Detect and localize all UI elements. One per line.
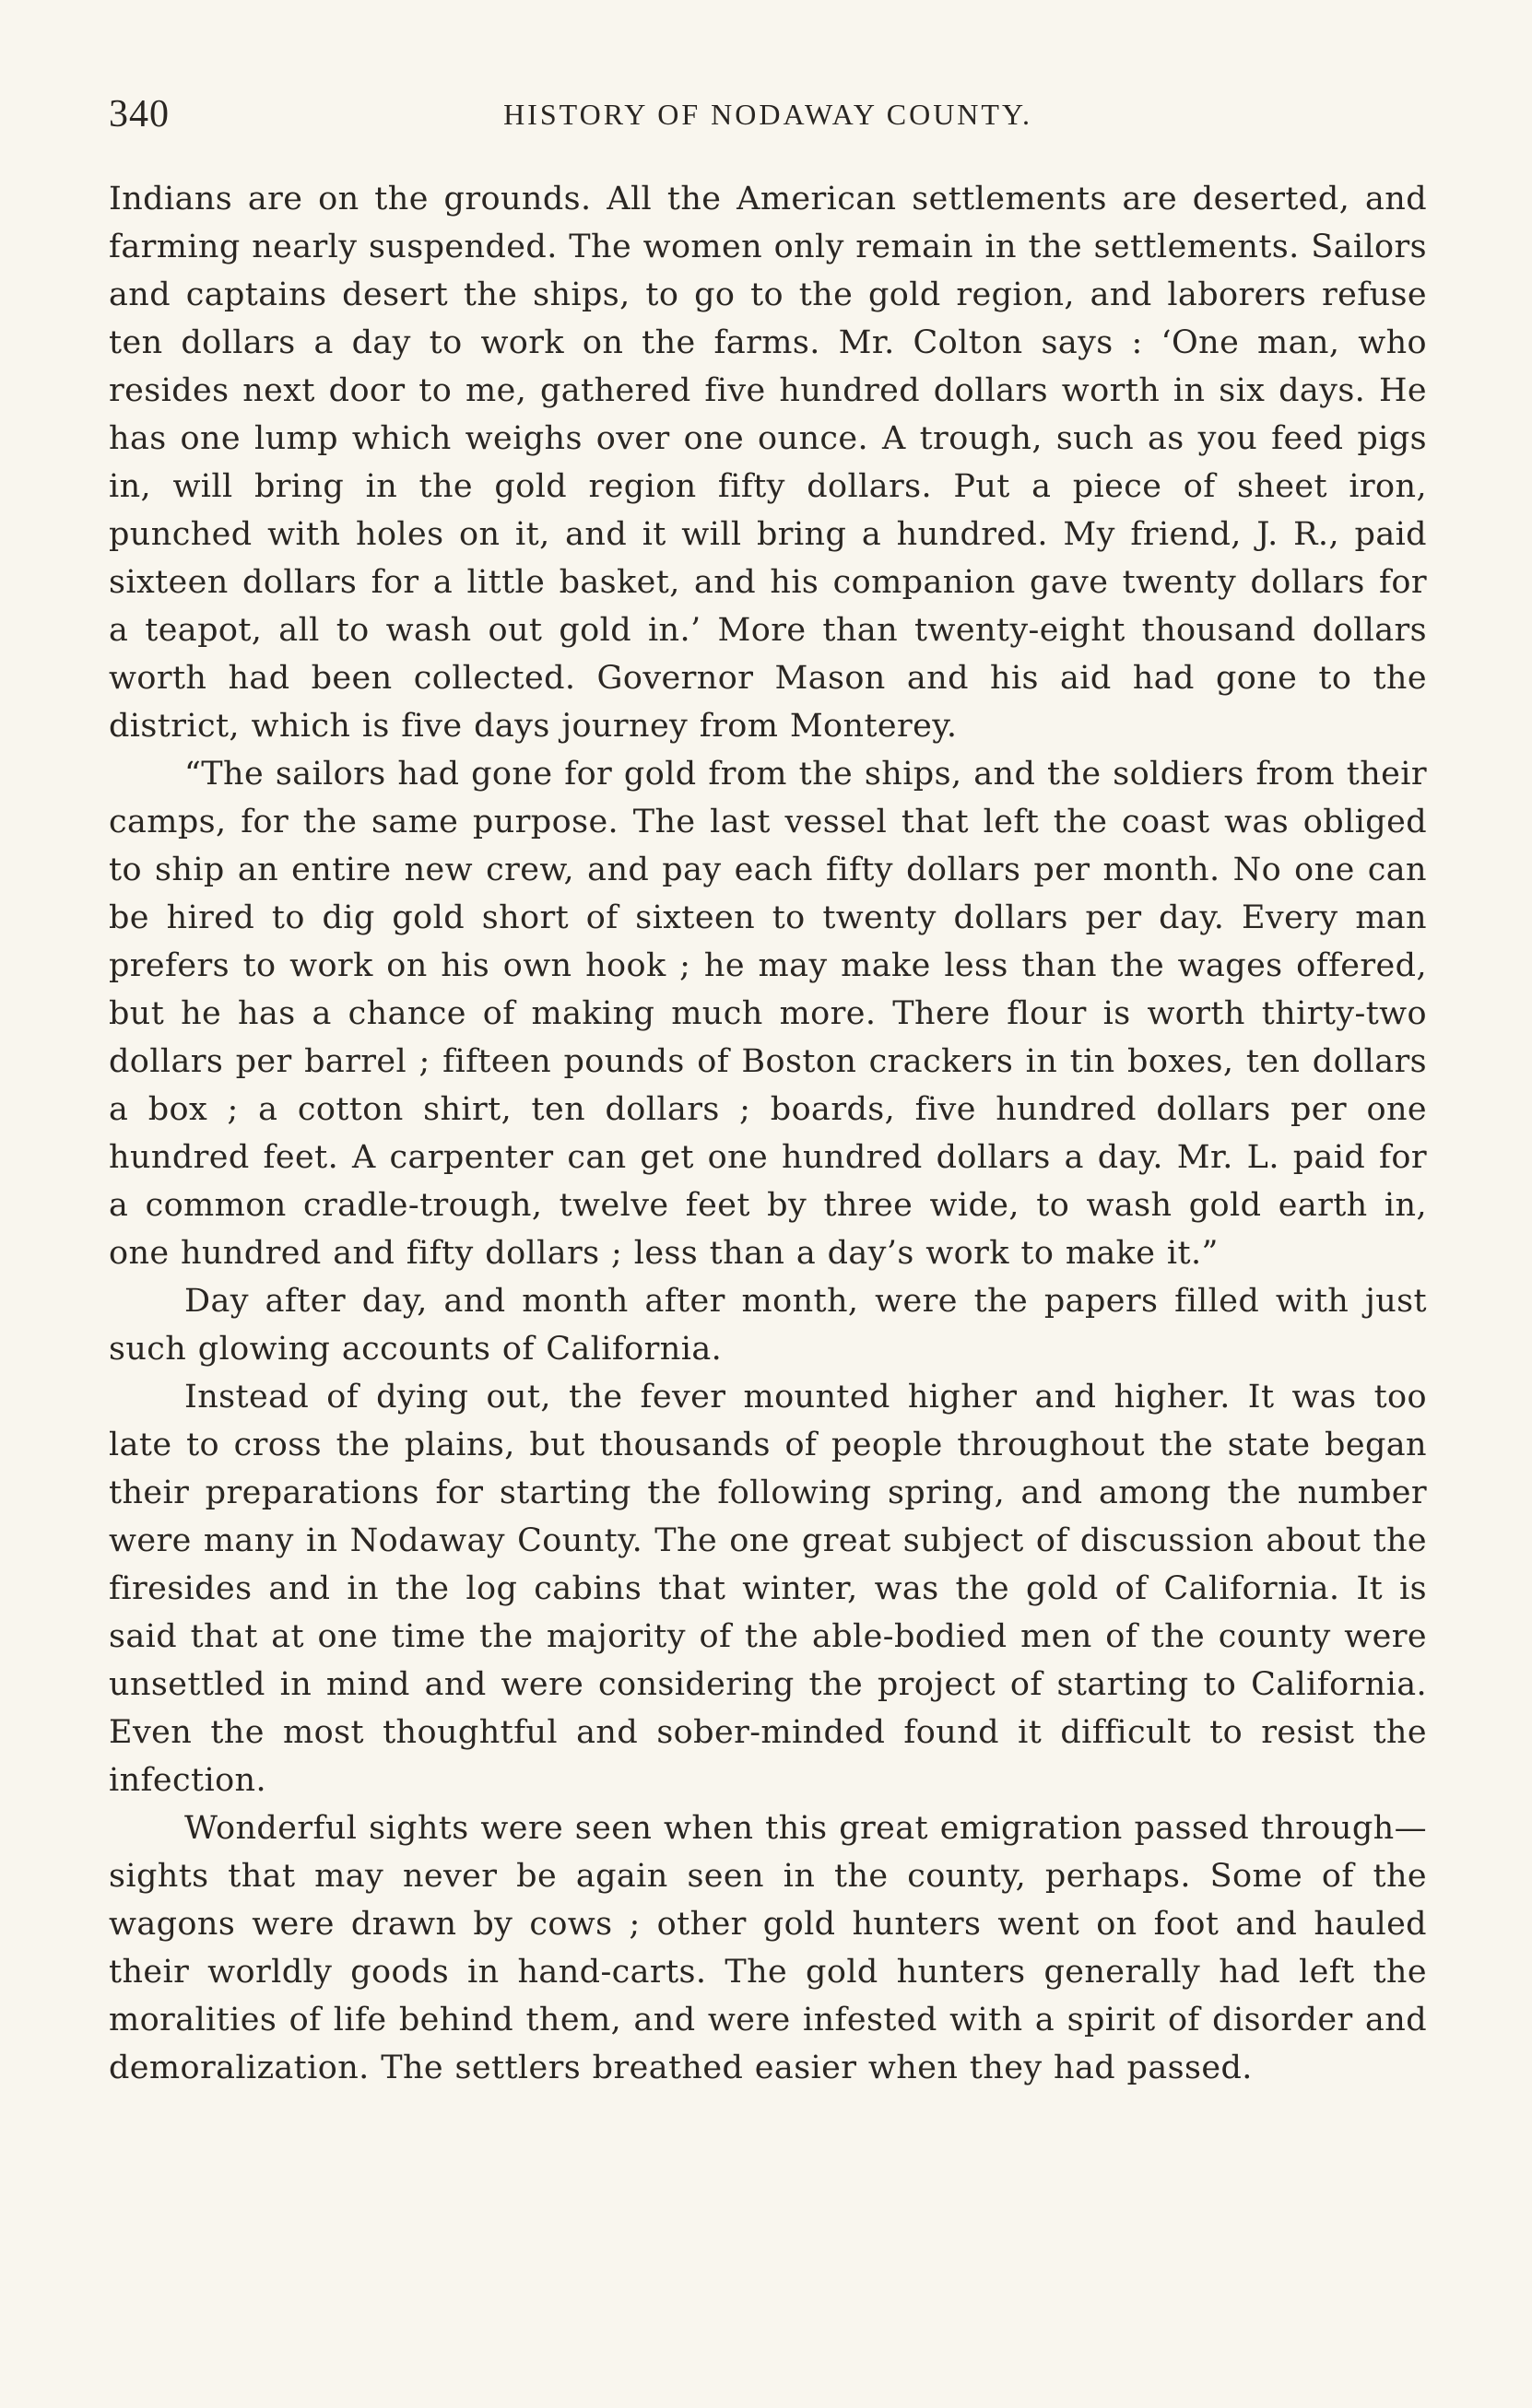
running-head	[109, 92, 1427, 138]
paragraph-continuation: Indians are on the grounds. All the American settlements are deserted, and farming nearly suspended. The women only remain in the settlements. Sailors and captains desert the ships, to go to the gold region, and laborers refuse ten dollars a day to work on the farms. Mr. Colton says : ‘One man, who resides next door to me, gathered five hundred dollars worth in six days. He has one lump which weighs over one ounce. A trough, such as you feed pigs in, will bring in the gold region fifty dollars. Put a piece of sheet iron, punched with holes on it, and it will bring a hundred. My friend, J. R., paid sixteen dollars for a little basket, and his companion gave twenty dollars for a teapot, all to wash out gold in.’ More than twenty-eight thousand dollars worth had been collected. Governor Mason and his aid had gone to the district, which is five days journey from Monterey.	[109, 181, 1427, 745]
page-number: 340	[109, 93, 170, 135]
paragraph-emigration: Wonderful sights were seen when this great emigration passed through—sights that may never be again seen in the county, perhaps. Some of the wagons were drawn by cows ; other gold hunters went on foot and hauled their worldly goods in hand-carts. The gold hunters generally had left the moralities of life behind them, and were infested with a spirit of disorder and demoralization. The settlers breathed easier when they had passed.	[109, 1810, 1427, 2086]
running-title: HISTORY OF NODAWAY COUNTY.	[503, 98, 1032, 131]
paragraph-papers: Day after day, and month after month, were the papers filled with just such glowing accounts of California.	[109, 1283, 1427, 1368]
paragraph-quotation: “The sailors had gone for gold from the ships, and the soldiers from their camps, for the same purpose. The last vessel that left the coast was obliged to ship an entire new crew, and pay each fifty dollars per month. No one can be hired to dig gold short of sixteen to twenty dollars per day. Every man prefers to work on his own hook ; he may make less than the wages offered, but he has a chance of making much more. There flour is worth thirty-two dollars per barrel ; fifteen pounds of Boston crackers in tin boxes, ten dollars a box ; a cotton shirt, ten dollars ; boards, five hundred dollars per one hundred feet. A carpenter can get one hundred dollars a day. Mr. L. paid for a common cradle-trough, twelve feet by three wide, to wash gold earth in, one hundred and fifty dollars ; less than a day’s work to make it.”	[109, 756, 1427, 1272]
paragraph-fever: Instead of dying out, the fever mounted higher and higher. It was too late to cross the plains, but thousands of people throughout the state began their preparations for starting the following spring, and among the number were many in Nodaway County. The one great subject of discussion about the firesides and in the log cabins that winter, was the gold of California. It is said that at one time the majority of the able-bodied men of the county were unsettled in mind and were considering the project of starting to California. Even the most thoughtful and sober-minded found it difficult to resist the infection.	[109, 1379, 1427, 1799]
body-text	[109, 175, 1427, 2092]
